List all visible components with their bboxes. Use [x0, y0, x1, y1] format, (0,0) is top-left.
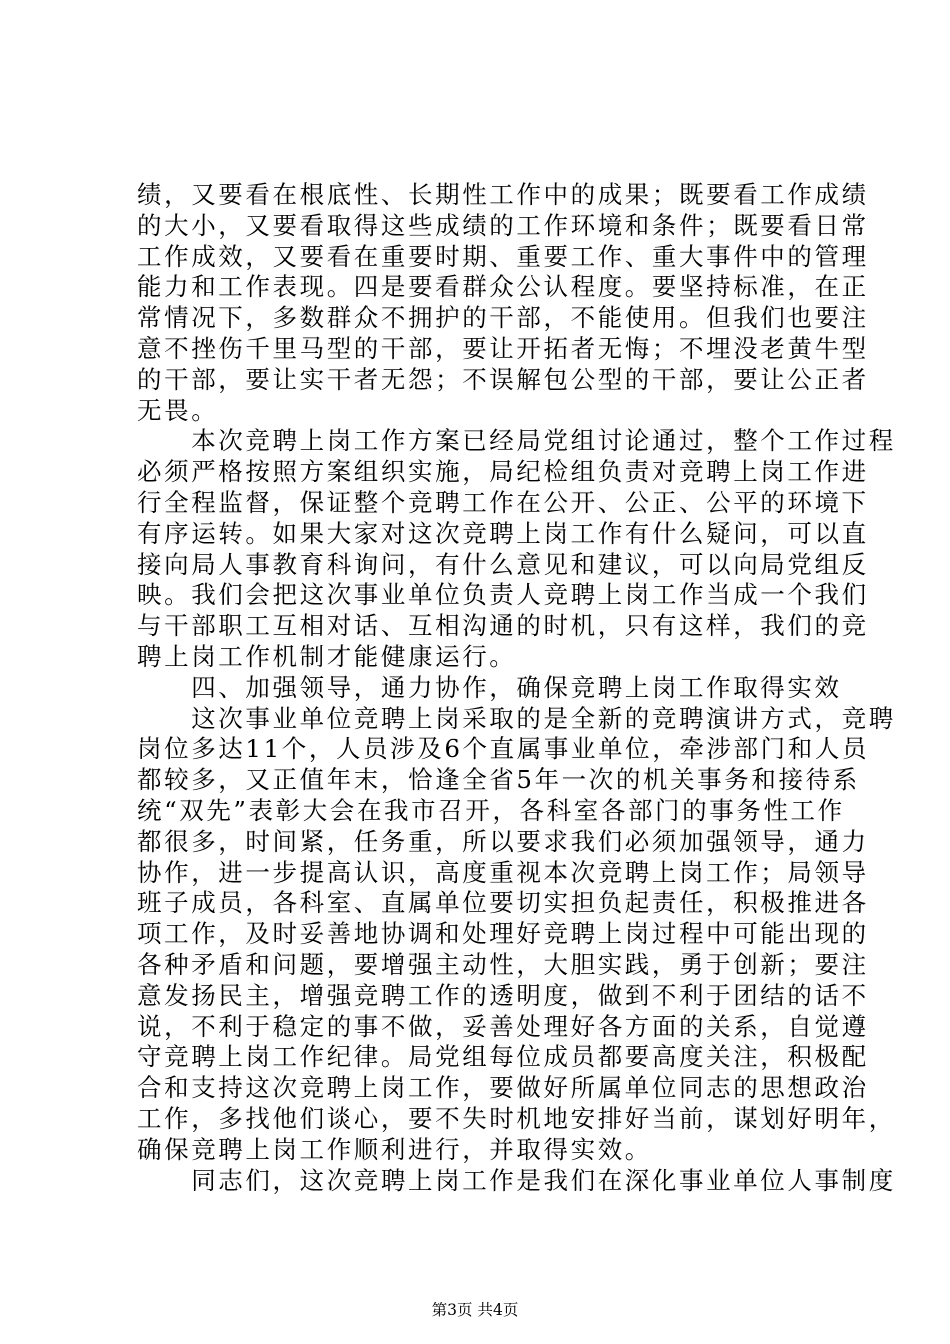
text-line: 确保竞聘上岗工作顺利进行，并取得实效。 [137, 1135, 652, 1164]
text-line: 必须严格按照方案组织实施，局纪检组负责对竞聘上岗工作进 [137, 457, 869, 486]
page-number-footer: 第3页 共4页 [431, 1301, 519, 1319]
text-line: 班子成员，各科室、直属单位要切实担负起责任，积极推进各 [137, 888, 869, 917]
text-line: 行全程监督，保证整个竞聘工作在公开、公正、公平的环境下 [137, 488, 869, 517]
text-line: 都较多，又正值年末，恰逢全省5年一次的机关事务和接待系 [137, 765, 860, 794]
text-line: 映。我们会把这次事业单位负责人竞聘上岗工作当成一个我们 [137, 580, 869, 609]
text-line: 常情况下，多数群众不拥护的干部，不能使用。但我们也要注 [137, 303, 869, 332]
text-line: 与干部职工互相对话、互相沟通的时机，只有这样，我们的竞 [137, 611, 869, 640]
text-line: 有序运转。如果大家对这次竞聘上岗工作有什么疑问，可以直 [137, 519, 869, 548]
text-line: 接向局人事教育科询问，有什么意见和建议，可以向局党组反 [137, 550, 869, 579]
text-line: 协作，进一步提高认识，高度重视本次竞聘上岗工作；局领导 [137, 858, 869, 887]
text-line: 意不挫伤千里马型的干部，要让开拓者无悔；不埋没老黄牛型 [137, 334, 869, 363]
section-heading: 四、加强领导，通力协作，确保竞聘上岗工作取得实效 [137, 673, 842, 702]
text-line: 聘上岗工作机制才能健康运行。 [137, 642, 517, 671]
text-line: 项工作，及时妥善地协调和处理好竞聘上岗过程中可能出现的 [137, 919, 869, 948]
text-line: 意发扬民主，增强竞聘工作的透明度，做到不利于团结的话不 [137, 981, 869, 1010]
text-line: 都很多，时间紧，任务重，所以要求我们必须加强领导，通力 [137, 827, 869, 856]
text-line: 说，不利于稳定的事不做，妥善处理好各方面的关系，自觉遵 [137, 1012, 869, 1041]
text-line: 各种矛盾和问题，要增强主动性，大胆实践，勇于创新；要注 [137, 950, 869, 979]
text-line: 能力和工作表现。四是要看群众公认程度。要坚持标准，在正 [137, 272, 869, 301]
text-line: 守竞聘上岗工作纪律。局党组每位成员都要高度关注，积极配 [137, 1042, 869, 1071]
text-line: 同志们，这次竞聘上岗工作是我们在深化事业单位人事制度 [137, 1166, 896, 1195]
text-line: 岗位多达11个，人员涉及6个直属事业单位，牵涉部门和人员 [137, 734, 870, 763]
text-line: 统“双先”表彰大会在我市召开，各科室各部门的事务性工作 [137, 796, 845, 825]
text-line: 绩，又要看在根底性、长期性工作中的成果；既要看工作成绩 [137, 180, 869, 209]
text-line: 无畏。 [137, 396, 219, 425]
text-line: 的大小，又要看取得这些成绩的工作环境和条件；既要看日常 [137, 211, 869, 240]
text-line: 的干部，要让实干者无怨；不误解包公型的干部，要让公正者 [137, 365, 869, 394]
text-line: 这次事业单位竞聘上岗采取的是全新的竞聘演讲方式，竞聘 [137, 704, 896, 733]
text-line: 本次竞聘上岗工作方案已经局党组讨论通过，整个工作过程 [137, 426, 896, 455]
text-line: 工作，多找他们谈心，要不失时机地安排好当前，谋划好明年， [137, 1104, 896, 1133]
text-line: 工作成效，又要看在重要时期、重要工作、重大事件中的管理 [137, 242, 869, 271]
text-line: 合和支持这次竞聘上岗工作，要做好所属单位同志的思想政治 [137, 1073, 869, 1102]
